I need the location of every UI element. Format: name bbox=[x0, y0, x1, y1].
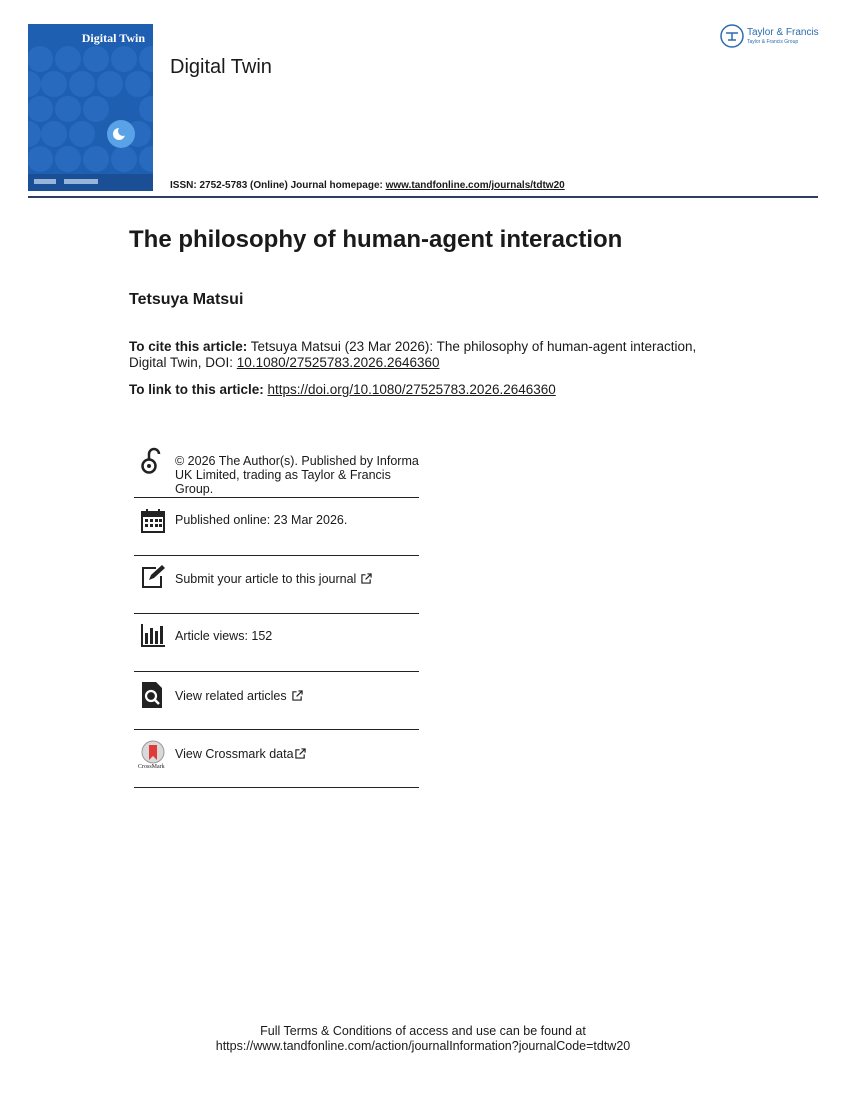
link-label: To link to this article: bbox=[129, 382, 268, 397]
article-views-text: Article views: 152 bbox=[175, 629, 273, 643]
publisher-logo[interactable] bbox=[720, 24, 820, 50]
cite-doi-link[interactable]: 10.1080/27525783.2026.2646360 bbox=[236, 355, 440, 370]
external-link-icon bbox=[361, 573, 372, 584]
cite-text: Tetsuya Matsui (23 Mar 2026): The philosophy of human-agent interaction, Digital Twin, DOI: bbox=[129, 339, 697, 370]
list-item-related[interactable] bbox=[134, 672, 419, 730]
article-info-list bbox=[134, 440, 419, 788]
issn-line bbox=[170, 180, 565, 191]
calendar-icon bbox=[140, 507, 166, 535]
external-link-icon bbox=[292, 690, 303, 701]
open-access-icon bbox=[140, 447, 166, 475]
cover-title: Digital Twin bbox=[81, 31, 145, 45]
list-item-open-access bbox=[134, 440, 419, 498]
open-access-text: © 2026 The Author(s). Published by Informa UK Limited, trading as Taylor & Francis Group. bbox=[175, 454, 419, 496]
crossmark-icon-label: CrossMark bbox=[138, 764, 165, 770]
crossmark-link[interactable] bbox=[175, 747, 306, 761]
submit-article-label: Submit your article to this journal bbox=[175, 572, 357, 586]
cite-label: To cite this article: bbox=[129, 339, 248, 354]
article-title: The philosophy of human-agent interaction bbox=[129, 226, 623, 253]
list-item-published bbox=[134, 498, 419, 556]
footer-terms-link[interactable]: https://www.tandfonline.com/action/journalInformation?journalCode=tdtw20 bbox=[215, 1039, 631, 1053]
list-item-crossmark[interactable] bbox=[134, 730, 419, 788]
related-articles-label: View related articles bbox=[175, 689, 287, 703]
publisher-group: Taylor & Francis Group bbox=[747, 39, 799, 45]
journal-cover-image bbox=[28, 24, 153, 191]
header-divider bbox=[28, 196, 818, 198]
cover-pattern bbox=[28, 24, 153, 191]
list-item-submit[interactable] bbox=[134, 556, 419, 614]
search-document-icon bbox=[140, 681, 166, 709]
list-item-views bbox=[134, 614, 419, 672]
crossmark-label: View Crossmark data bbox=[175, 747, 294, 761]
related-articles-link[interactable] bbox=[175, 689, 303, 703]
footer-terms bbox=[0, 1024, 846, 1054]
journal-homepage-link[interactable]: www.tandfonline.com/journals/tdtw20 bbox=[385, 180, 565, 191]
submit-article-link[interactable] bbox=[175, 572, 372, 586]
citation-block bbox=[129, 339, 729, 371]
published-date-text: Published online: 23 Mar 2026. bbox=[175, 513, 348, 527]
issn-text: ISSN: 2752-5783 (Online) Journal homepage: bbox=[170, 180, 386, 191]
article-author: Tetsuya Matsui bbox=[129, 291, 244, 308]
journal-name: Digital Twin bbox=[170, 56, 272, 78]
article-link-block bbox=[129, 382, 556, 397]
external-link-icon bbox=[295, 748, 306, 759]
footer-line-1: Full Terms & Conditions of access and use can be found at bbox=[260, 1024, 586, 1038]
bar-chart-icon bbox=[140, 621, 166, 649]
edit-icon bbox=[140, 563, 166, 591]
taylor-francis-icon bbox=[720, 24, 744, 48]
article-doi-link[interactable]: https://doi.org/10.1080/27525783.2026.2646360 bbox=[267, 382, 556, 397]
publisher-name: Taylor & Francis bbox=[747, 27, 819, 38]
